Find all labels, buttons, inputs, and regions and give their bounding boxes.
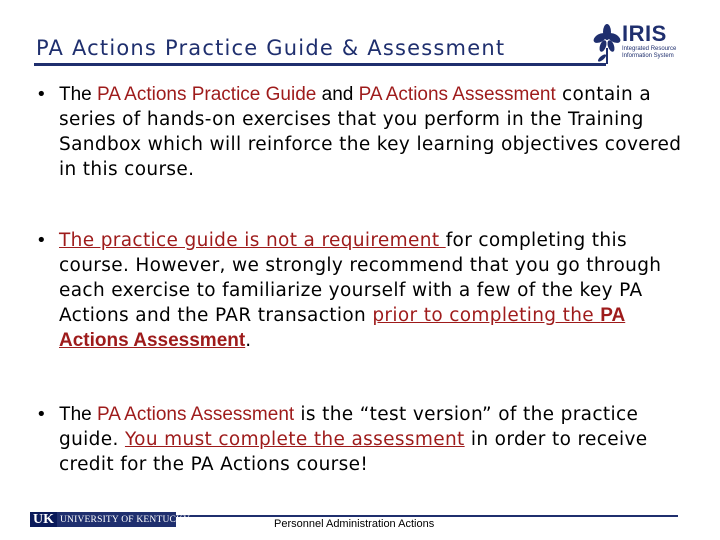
b3-t5: in order to receive credit for the PA Actions course! [59, 429, 648, 475]
uk-logo [30, 512, 191, 527]
b2-t5: . [245, 330, 252, 351]
b3-t3: is the “test version” of the practice guide. [59, 404, 639, 450]
bullet-dot-icon: • [36, 230, 47, 251]
b1-t1: The [59, 84, 98, 105]
bullet-2-text [59, 228, 686, 353]
b1-t5: contain a series of hands-on exercises that you perform in the Training Sandbox which will reinforce the key learning objectives covered in this course. [59, 84, 682, 180]
footer-caption: Personnel Administration Actions [274, 518, 435, 530]
b3-t1: The [59, 404, 98, 425]
b1-assessment: PA Actions Assessment [358, 84, 556, 105]
iris-flower-icon [592, 22, 622, 66]
bullet-2 [36, 228, 686, 353]
b3-must-complete: You must complete the assessment [124, 429, 465, 450]
b1-t3: and [316, 84, 359, 105]
iris-logo [592, 20, 677, 68]
b2-t2: for completing this course. However, we strongly recommend that you go through each exercise to familiarize yourself with a few of the key PA Actions and the PAR transaction [59, 230, 662, 326]
bullet-dot-icon: • [36, 404, 47, 425]
b1-practice-guide: PA Actions Practice Guide [97, 84, 317, 105]
bullet-1-text [59, 82, 686, 182]
b2-not-required: The practice guide is not a requirement [59, 230, 446, 251]
iris-wordmark: IRIS [622, 21, 667, 46]
b2-assessment: PA Actions Assessment [59, 305, 626, 351]
iris-subtitle-1: Integrated Resource [622, 46, 677, 52]
bullet-3-text [59, 402, 686, 477]
bullet-dot-icon: • [36, 84, 47, 105]
slide-title: PA Actions Practice Guide & Assessment [36, 36, 506, 60]
uk-name: UNIVERSITY OF KENTUCKY [60, 514, 191, 525]
bullet-1 [36, 82, 686, 182]
title-underline [34, 63, 606, 66]
uk-mark: UK [30, 512, 57, 527]
bullet-3 [36, 402, 686, 477]
b2-prior-to: prior to completing the [372, 305, 601, 326]
b3-assessment: PA Actions Assessment [97, 404, 295, 425]
iris-subtitle-2: Information System [622, 53, 674, 59]
